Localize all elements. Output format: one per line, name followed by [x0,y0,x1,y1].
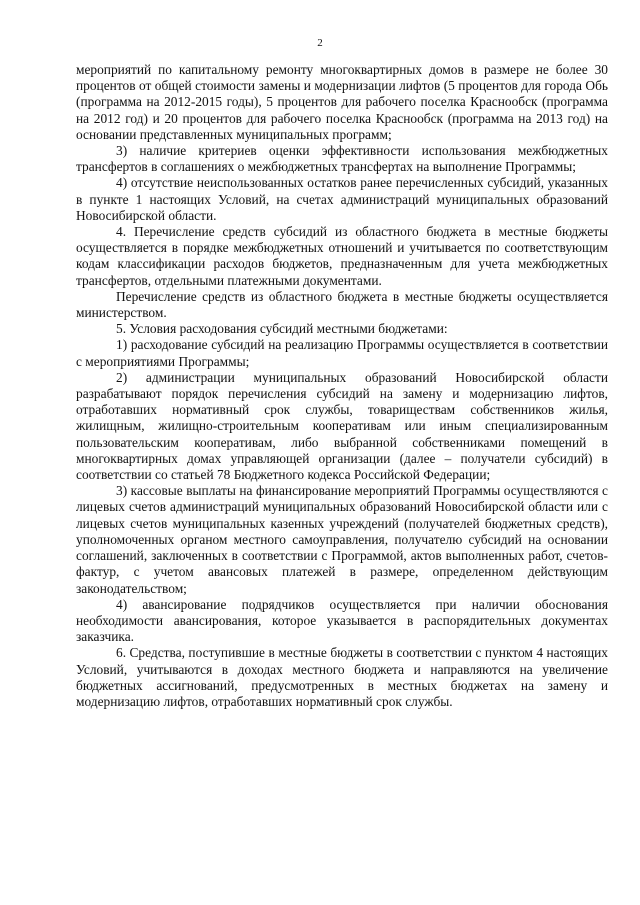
paragraph-item-3-criteria: 3) наличие критериев оценки эффективности использования межбюджетных трансфертов в соглашениях о межбюджетных трансфертах на выполнение Программы; [76,143,608,175]
paragraph-item-4-no-unused-balances: 4) отсутствие неиспользованных остатков ранее перечисленных субсидий, указанных в пункте 1 настоящих Условий, на счетах администраций муниципальных образований Новосибирской области. [76,175,608,223]
page-number: 2 [317,37,323,49]
paragraph-item-1-spending: 1) расходование субсидий на реализацию Программы осуществляется в соответствии с мероприятиями Программы; [76,337,608,369]
paragraph-section-4-transfer: 4. Перечисление средств субсидий из областного бюджета в местные бюджеты осуществляется в порядке межбюджетных отношений и учитывается по соответствующим кодам классификации расходов бюджетов, предназначенным для учета межбюджетных трансфертов, отдельными платежными документами. [76,224,608,288]
paragraph-section-6-funds: 6. Средства, поступившие в местные бюджеты в соответствии с пунктом 4 настоящих Условий, учитываются в доходах местного бюджета и направляются на увеличение бюджетных ассигнований, предусмотренных в местных бюджетах на замену и модернизацию лифтов, отработавших нормативный срок службы. [76,645,608,709]
paragraph-item-3-cash-payments: 3) кассовые выплаты на финансирование мероприятий Программы осуществляются с лицевых счетов администраций муниципальных образований Новосибирской области или с лицевых счетов муниципальных казенных учреждений (получателей бюджетных средств), уполномоченных органом местного самоуправления, получателю субсидий на основании соглашений, заключенных в соответствии с Программой, актов выполненных работ, счетов-фактур, с учетом авансовых платежей в размере, определенном действующим законодательством; [76,483,608,596]
paragraph-section-5-heading: 5. Условия расходования субсидий местными бюджетами: [116,321,448,337]
paragraph-transfer-by-ministry: Перечисление средств из областного бюджета в местные бюджеты осуществляется министерством. [76,288,608,321]
paragraph-item-4-advance: 4) авансирование подрядчиков осуществляется при наличии обоснования необходимости авансирования, которое указывается в распорядительных документах заказчика. [76,596,608,645]
paragraph-continuation: мероприятий по капитальному ремонту многоквартирных домов в размере не более 30 процентов от общей стоимости замены и модернизации лифтов (5 процентов для города Обь (программа на 2012-2015 годы), 5 процентов для рабочего поселка Краснообск (программа на 2012 год) и 20 процентов для рабочего поселка Краснообск (программа на 2013 год) на основании представленных муниципальных программ; [76,62,608,142]
document-body [76,62,608,710]
paragraph-item-2-procedure: 2) администрации муниципальных образований Новосибирской области разрабатывают порядок перечисления субсидий на замену и модернизацию лифтов, отработавших нормативный срок службы, товариществам собственников жилья, жилищным, жилищно-строительным кооперативам или иным специализированным пользовательским кооперативам, либо выбранной собственниками помещений в многоквартирных домах управляющей организации (далее – получатели субсидий) в соответствии со статьей 78 Бюджетного кодекса Российской Федерации; [76,369,608,483]
